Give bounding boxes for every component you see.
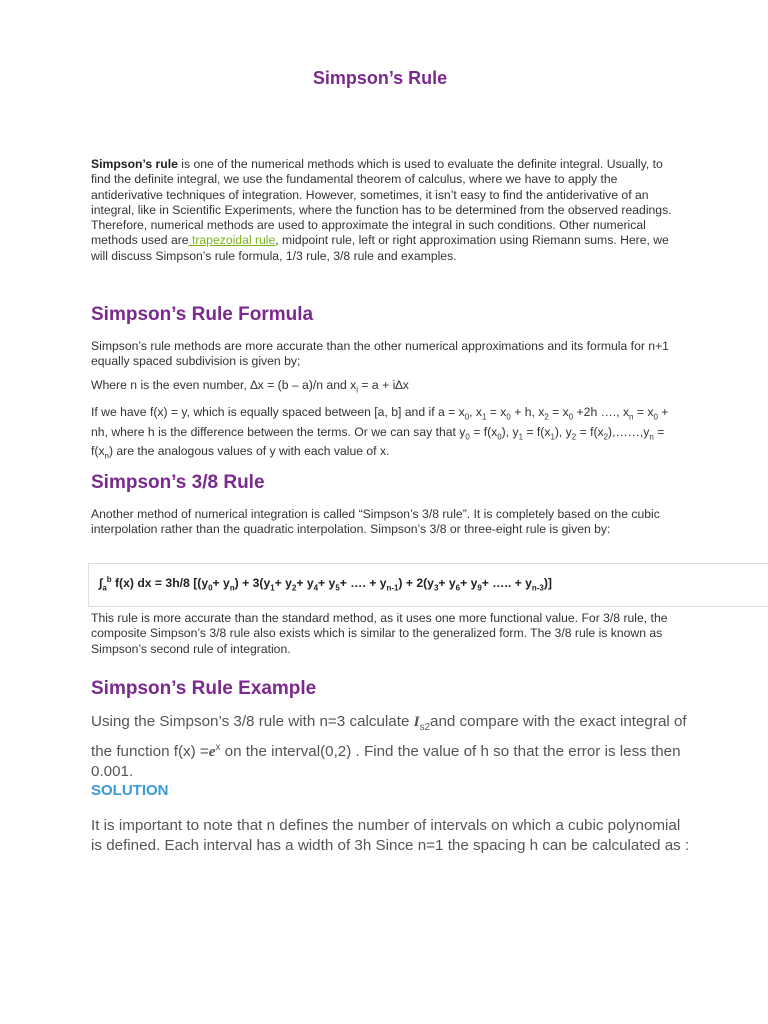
example-problem — [91, 712, 691, 782]
subscript: 0 — [465, 432, 470, 442]
section-heading-formula: Simpson’s Rule Formula — [91, 304, 314, 325]
text: ), y — [501, 424, 519, 439]
text: = x — [486, 405, 507, 419]
text: )] — [543, 576, 552, 591]
simpson-38-formula — [99, 575, 552, 593]
subscript: 0 — [208, 583, 213, 593]
text: = f(x — [576, 424, 604, 439]
subscript: 3 — [433, 583, 439, 593]
text: x — [402, 378, 409, 392]
delta-symbol: ∆ — [250, 378, 258, 392]
superscript: x — [215, 742, 221, 754]
text: = x — [633, 405, 654, 419]
text: + …. + y — [339, 576, 387, 591]
subscript: 9 — [477, 583, 482, 593]
text: + y — [296, 576, 314, 591]
text: = f(x — [523, 424, 551, 439]
subscript: 0 — [497, 432, 502, 442]
text: + ….. + y — [481, 576, 532, 591]
text: ) are the analogous values of y with each value of x. — [108, 444, 390, 459]
intro-paragraph — [91, 157, 681, 264]
text: Where n is the even number, — [91, 378, 251, 392]
solution-text: It is important to note that n defines the number of intervals on which a cubic polynomial is defined. Each interval has a width of 3h Since n=1 the spacing h can be calculated as : — [91, 817, 690, 854]
subscript: 0 — [506, 412, 511, 422]
subscript: n-1 — [386, 583, 399, 593]
text: + h, x — [510, 405, 545, 419]
upper-limit: b — [106, 575, 112, 584]
subscript: n — [629, 412, 634, 422]
text: f(x) dx = 3h/8 [(y — [111, 576, 209, 591]
rule38-paragraph-1: Another method of numerical integration is called “Simpson’s 3/8 rule”. It is completely based on the cubic interpolation rather than the quadratic interpolation. Simpson’s 3/8 or three-eight rule is given by: — [91, 507, 660, 537]
section-heading-example: Simpson’s Rule Example — [91, 678, 317, 699]
text: , x — [469, 405, 483, 419]
lower-limit: a — [102, 583, 107, 593]
text: = a + i — [358, 378, 396, 392]
subscript: n — [649, 432, 654, 442]
text: = f(x — [469, 424, 498, 439]
subscript: s2 — [419, 722, 430, 734]
subscript: 1 — [518, 432, 523, 442]
trapezoidal-rule-link[interactable]: trapezoidal rule — [188, 233, 276, 248]
subscript: n — [229, 583, 235, 593]
text: + y — [318, 576, 336, 591]
subscript: 6 — [455, 583, 461, 593]
subscript: 0 — [568, 412, 574, 422]
subscript: 0 — [464, 412, 470, 422]
text: ) + 3(y — [234, 576, 271, 591]
formula-box — [88, 563, 768, 607]
intro-term: Simpson’s rule — [91, 157, 178, 171]
text: + y — [212, 576, 230, 591]
integral-symbol: I — [413, 713, 420, 730]
text: + y — [274, 576, 292, 591]
text: +2h …., x — [573, 405, 630, 419]
intro-text-2: , midpoint rule, left or right approximation using Riemann sums. Here, we will discuss Simpson’s rule formula, 1/3 rule, 3/8 rule and examples. — [91, 233, 669, 263]
text: + nh, where h is the difference between the terms. Or we can say that y — [91, 405, 669, 439]
text: on the interval(0,2) . Find the value of h so that the error is less then 0.001. — [91, 743, 681, 781]
text: ), y — [554, 424, 572, 439]
text: x = (b – a)/n and x — [257, 378, 357, 392]
page-title: Simpson’s Rule — [312, 68, 448, 88]
delta-symbol: ∆ — [395, 378, 403, 392]
subscript: n — [104, 451, 109, 461]
formula-paragraph-2 — [91, 378, 681, 398]
subscript: 2 — [571, 432, 577, 442]
section-heading-38-rule: Simpson’s 3/8 Rule — [91, 472, 265, 493]
subscript: 2 — [544, 412, 549, 422]
rule38-paragraph-2: This rule is more accurate than the standard method, as it uses one more functional value. For 3/8 rule, the composite Simpson’s 3/8 rule also exists which is similar to the generalized form. The 3/8 rule is known as Simpson’s second rule of integration. — [91, 611, 668, 656]
text: If we have f(x) = y, which is equally spaced between [a, b] and if a = x — [91, 405, 465, 419]
subscript: 1 — [482, 412, 487, 422]
subscript: 1 — [270, 583, 275, 593]
subscript: n-3 — [531, 583, 544, 593]
subscript: 4 — [313, 583, 319, 593]
integral-sign: ∫ — [99, 576, 103, 591]
formula-paragraph-3 — [91, 405, 681, 464]
text: + y — [438, 576, 456, 591]
subscript: 0 — [653, 412, 658, 422]
text: Using the Simpson’s 3/8 rule with n=3 calculate — [91, 713, 414, 730]
subscript: 2 — [603, 432, 609, 442]
subscript: 1 — [550, 432, 555, 442]
subscript: 5 — [335, 583, 340, 593]
subscript: 2 — [291, 583, 297, 593]
intro-text-1: is one of the numerical methods which is used to evaluate the definite integral. Usually, to find the definite integral, we use the fundamental theorem of calculus, where we have to apply the antiderivative techniques of integration. However, sometimes, it isn’t easy to find the antiderivative of an integral, like in Scientific Experiments, where the function has to be determined from the observed readings. Therefore, numerical methods are used to approximate the integral in such conditions. Other numerical methods used are — [91, 157, 672, 248]
text: and compare with the exact integral of the function f(x) = — [91, 713, 687, 761]
formula-paragraph-1: Simpson’s rule methods are more accurate than the other numerical approximations and its formula for n+1 equally spaced subdivision is given by; — [91, 339, 669, 369]
text: ),……,y — [608, 424, 650, 439]
text: + y — [460, 576, 478, 591]
subscript: i — [356, 385, 359, 395]
text: = f(x — [91, 424, 665, 459]
solution-label: SOLUTION — [91, 782, 169, 799]
exp-symbol: e — [208, 743, 216, 761]
text: ) + 2(y — [398, 576, 434, 591]
text: = x — [548, 405, 569, 419]
